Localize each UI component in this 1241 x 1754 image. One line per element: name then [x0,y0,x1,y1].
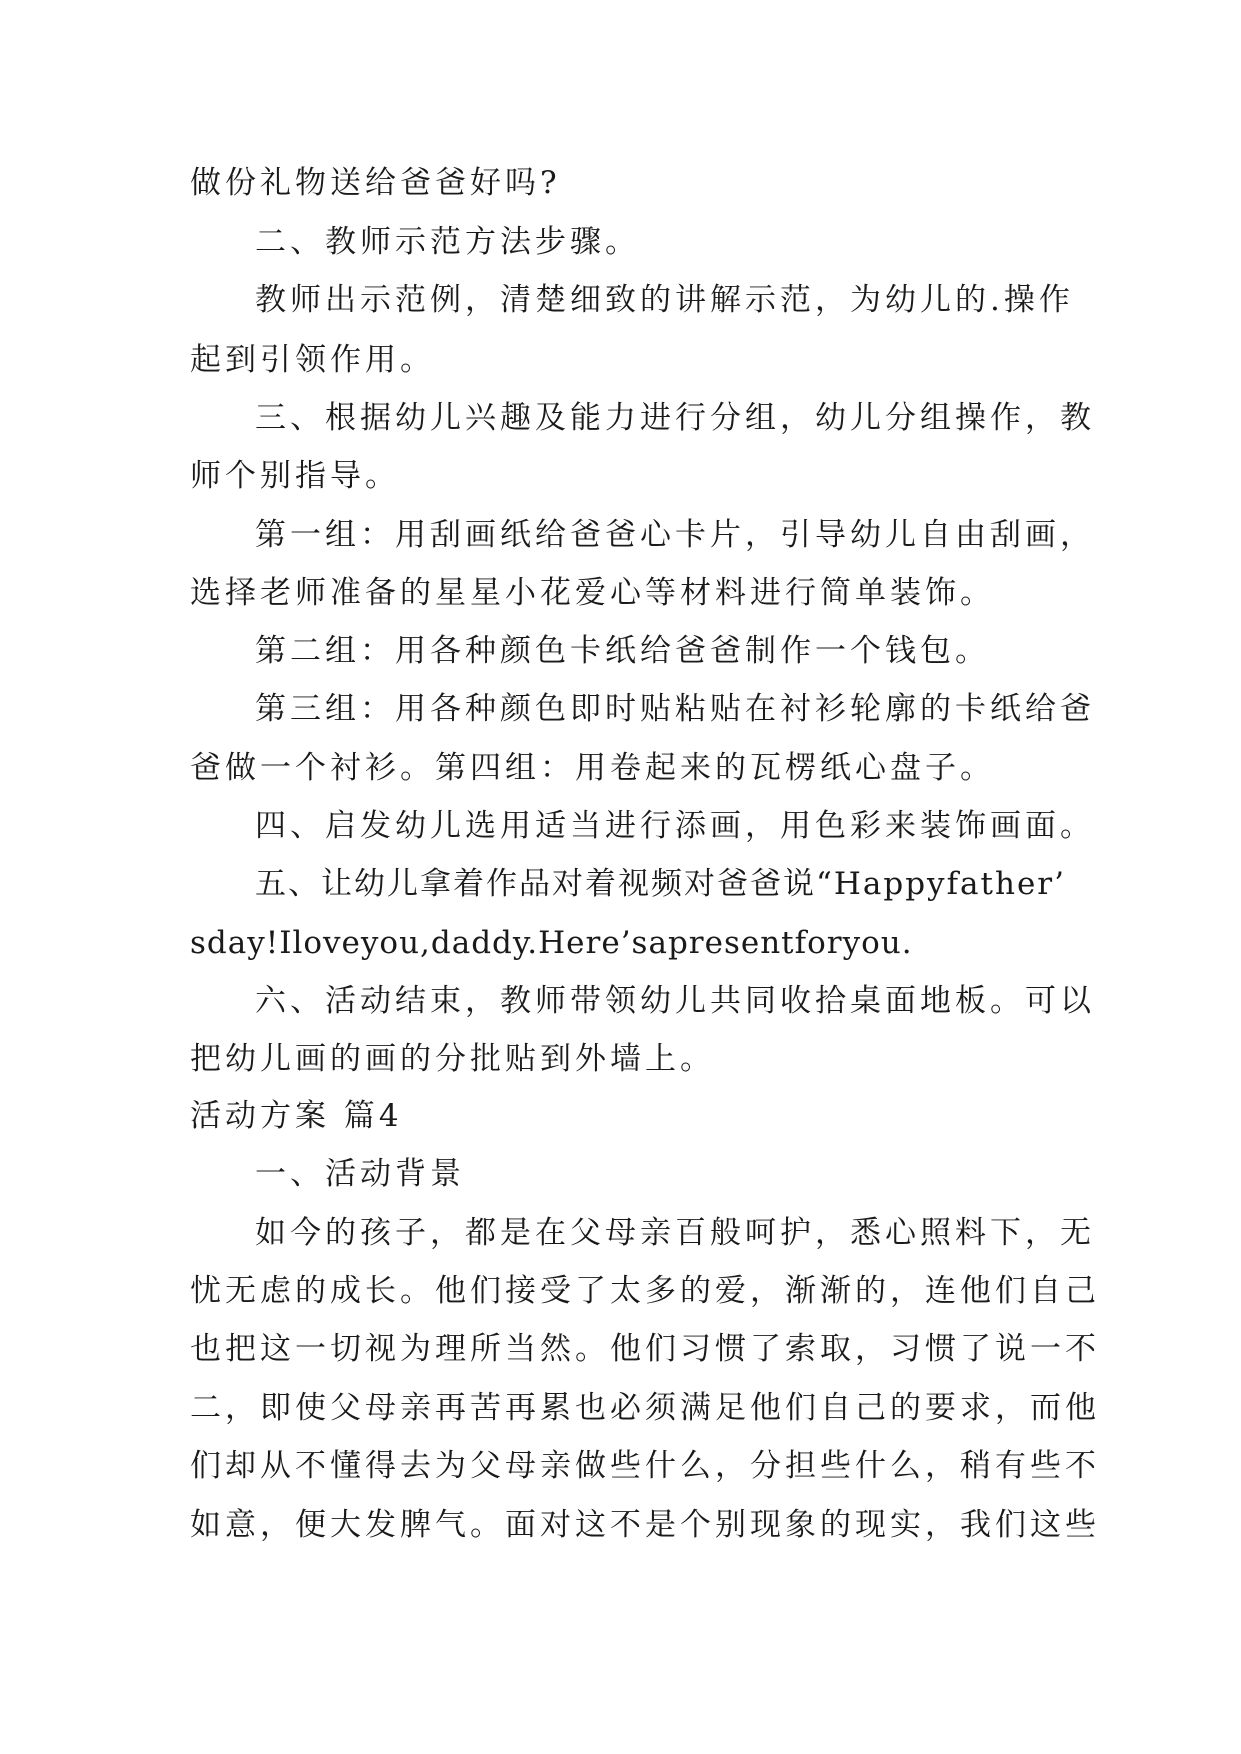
step-heading: 五、让幼儿拿着作品对着视频对爸爸说“Happyfather’ [255,866,1066,902]
group-item: 第二组：用各种颜色卡纸给爸爸制作一个钱包。 [255,633,990,669]
text-line: 如今的孩子，都是在父母亲百般呵护，悉心照料下，无 [255,1215,1095,1251]
text-line: 如意，便大发脾气。面对这不是个别现象的现实，我们这些 [190,1507,1100,1543]
step-heading: 四、启发幼儿选用适当进行添画，用色彩来装饰画面。 [255,808,1095,844]
text-line: 师个别指导。 [190,458,400,494]
section-title: 活动方案 篇4 [190,1098,403,1134]
text-line: sday!Iloveyou,daddy.Here’sapresentforyou. [190,925,913,961]
text-line: 爸做一个衬衫。第四组：用卷起来的瓦楞纸心盘子。 [190,750,995,786]
text-line: 教师出示范例，清楚细致的讲解示范，为幼儿的.操作 [255,282,1074,318]
text-line: 选择老师准备的星星小花爱心等材料进行简单装饰。 [190,575,995,611]
step-heading: 三、根据幼儿兴趣及能力进行分组，幼儿分组操作，教 [255,400,1095,436]
text-line: 也把这一切视为理所当然。他们习惯了索取，习惯了说一不 [190,1331,1100,1367]
group-item: 第一组：用刮画纸给爸爸心卡片，引导幼儿自由刮画， [255,517,1095,553]
step-heading: 六、活动结束，教师带领幼儿共同收拾桌面地板。可以 [255,983,1095,1019]
text-line: 们却从不懂得去为父母亲做些什么，分担些什么，稍有些不 [190,1448,1100,1484]
text-line: 做份礼物送给爸爸好吗? [190,165,561,201]
group-item: 第三组：用各种颜色即时贴粘贴在衬衫轮廓的卡纸给爸 [255,691,1095,727]
text-line: 起到引领作用。 [190,342,435,378]
text-line: 二，即使父母亲再苦再累也必须满足他们自己的要求，而他 [190,1390,1100,1426]
text-line: 忧无虑的成长。他们接受了太多的爱，渐渐的，连他们自己 [190,1273,1100,1309]
step-heading: 二、教师示范方法步骤。 [255,224,640,260]
section-heading: 一、活动背景 [255,1156,465,1192]
text-line: 把幼儿画的画的分批贴到外墙上。 [190,1041,715,1077]
